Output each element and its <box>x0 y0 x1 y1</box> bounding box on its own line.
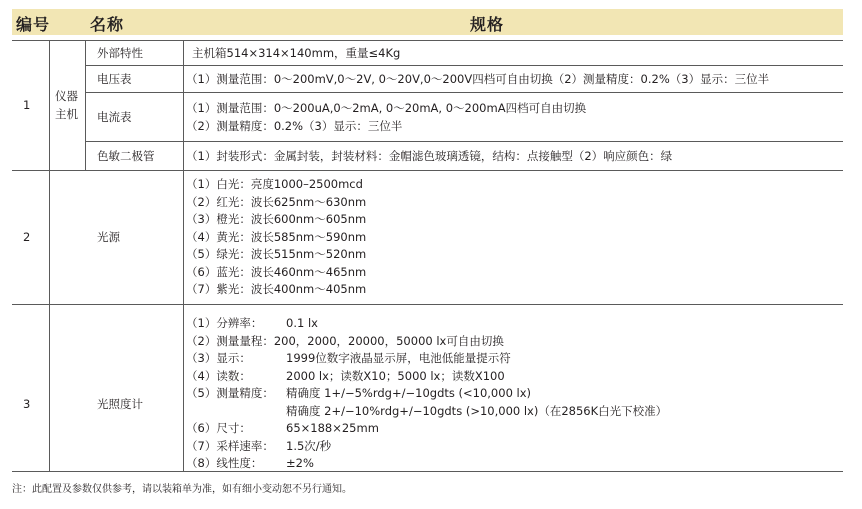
row-1-id: 1 <box>23 98 31 112</box>
row-2-name: 光源 <box>97 230 120 244</box>
light-source-spec-list <box>186 176 366 299</box>
light-source-spec-item: （6）蓝光：波长460nm～465nm <box>186 264 367 279</box>
light-source-spec-item: （4）黄光：波长585nm～590nm <box>186 229 367 244</box>
lux-meter-spec-list <box>186 315 836 473</box>
item-voltmeter-name: 电压表 <box>97 72 132 86</box>
item-voltmeter-spec: （1）测量范围：0～200mV,0～2V, 0～20V,0～200V四档可自由切换（2）测量精度：0.2%（3）显示：三位半 <box>186 72 770 86</box>
item-ammeter-spec-line-2: （2）测量精度：0.2%（3）显示：三位半 <box>186 119 403 133</box>
row-3-id: 3 <box>23 397 31 411</box>
lux-meter-spec-item: （3）显示： 1999位数字液晶显示屏，电池低能量提示符 <box>186 351 511 365</box>
light-source-spec-item: （5）绿光：波长515nm～520nm <box>186 247 367 261</box>
footnote: 注：此配置及参数仅供参考，请以装箱单为准，如有细小变动恕不另行通知。 <box>12 484 352 495</box>
light-source-spec-item: （1）白光：亮度1000–2500mcd <box>186 177 363 191</box>
header-spec: 规格 <box>470 15 505 34</box>
light-source-spec-item: （3）橙光：波长600nm～605nm <box>186 212 367 226</box>
item-ammeter-name: 电流表 <box>97 110 132 124</box>
item-ammeter-spec-line-1: （1）测量范围：0～200uA,0～2mA, 0～20mA, 0～200mA四档可自由切换 <box>186 101 587 115</box>
header-id: 编号 <box>16 15 51 34</box>
lux-meter-spec-item: （7）采样速率： 1.5次/秒 <box>186 438 332 453</box>
lux-meter-spec-item: （8）线性度： ±2% <box>186 456 314 470</box>
light-source-spec-item: （7）紫光：波长400nm～405nm <box>186 282 367 296</box>
table-header <box>12 9 843 35</box>
item-external-name: 外部特性 <box>97 46 143 60</box>
row-3-name: 光照度计 <box>97 397 143 411</box>
row-1-group-line-2: 主机 <box>55 107 78 121</box>
light-source-spec-item: （2）红光：波长625nm～630nm <box>186 194 367 209</box>
item-photodiode-spec: （1）封装形式：金属封装，封装材料：金帽滤色玻璃透镜，结构：点接触型（2）响应颜色：绿 <box>186 149 673 163</box>
header-name: 名称 <box>90 15 125 34</box>
item-photodiode-name: 色敏二极管 <box>97 149 155 163</box>
row-1-group <box>55 87 78 123</box>
item-external-spec: 主机箱514×314×140mm，重量≤4Kg <box>192 46 401 60</box>
lux-meter-spec-item: （5）测量精度： 精确度 1+/−5%rdg+/−10gdts (<10,000 lx) <box>186 386 532 400</box>
row-2-id: 2 <box>23 230 31 244</box>
row-1-group-line-1: 仪器 <box>55 89 78 103</box>
lux-meter-spec-item: （6）尺寸： 65×188×25mm <box>186 421 379 435</box>
lux-meter-spec-item: （1）分辨率： 0.1 lx <box>186 316 318 330</box>
lux-meter-spec-item: （2）测量量程：200，2000，20000，50000 lx可自由切换 <box>186 333 504 348</box>
lux-meter-spec-item: 精确度 2+/−10%rdg+/−10gdts (>10,000 lx)（在2856K白光下校准） <box>286 403 668 418</box>
item-ammeter-spec <box>186 99 586 135</box>
lux-meter-spec-item: （4）读数： 2000 lx；读数X10；5000 lx；读数X100 <box>186 368 505 383</box>
